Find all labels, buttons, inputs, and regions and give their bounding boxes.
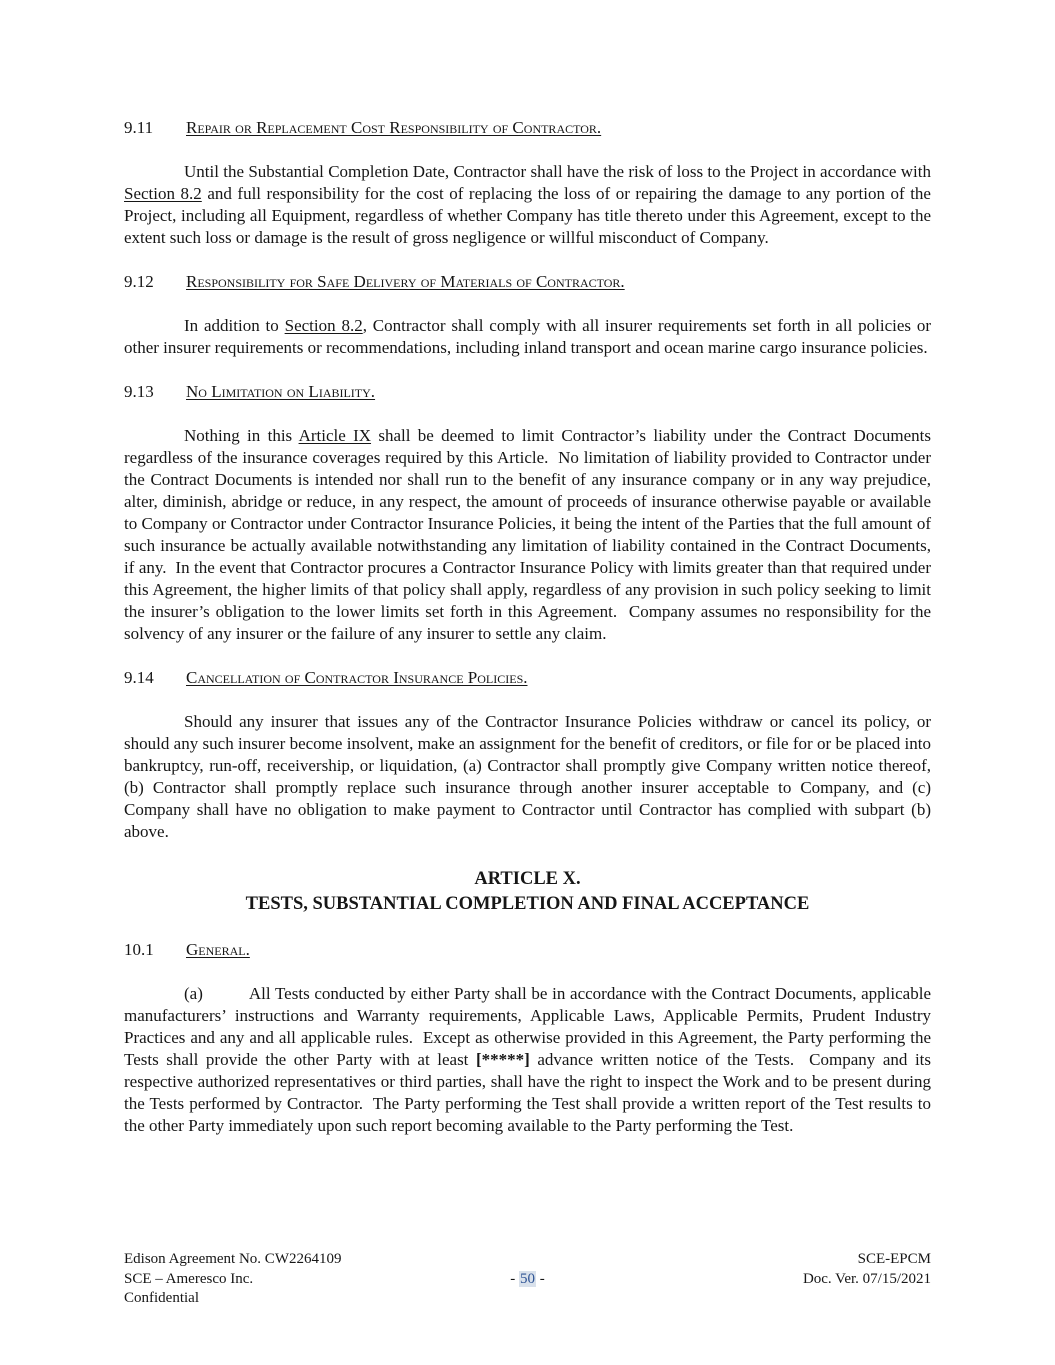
footer-right [545, 1250, 931, 1309]
footer-doc-version: Doc. Ver. 07/15/2021 [802, 1270, 931, 1287]
text-segment-u: Section 8.2 [284, 316, 363, 335]
paragraph-9-14 [124, 711, 931, 843]
page-number [510, 1250, 545, 1309]
section-title: Cancellation of Contractor Insurance Policies. [186, 668, 528, 687]
section-title: Responsibility for Safe Delivery of Materials of Contractor. [186, 272, 625, 291]
text-segment: - [510, 1270, 519, 1287]
footer-agreement-number: Edison Agreement No. CW2264109 [124, 1251, 342, 1267]
paragraph-9-13 [124, 425, 931, 645]
text-segment: advance written notice of the Tests. Company and its respective authorized representatives or third parties, shall have the right to inspect the Work and to be present during the Tests performed by Contractor. The Party performing the Test shall provide a written report of the Test results to the other Party immediately upon such report becoming available to the Party performing the Test. [124, 1050, 932, 1135]
page-footer [124, 1250, 931, 1309]
section-number: 9.12 [124, 272, 154, 291]
text-segment: - [536, 1270, 545, 1287]
section-title: No Limitation on Liability. [186, 382, 376, 401]
text-segment-field: 50 [520, 1270, 535, 1287]
section-number: 9.11 [124, 118, 154, 137]
section-title: Repair or Replacement Cost Responsibility of Contractor. [186, 118, 602, 137]
section-heading-9-13 [124, 381, 931, 403]
text-segment: and full responsibility for the cost of replacing the loss of or repairing the damage to any portion of the Project, including all Equipment, regardless of whether Company has title thereto under this Agreement, except to the extent such loss or damage is the result of gross negligence or willful misconduct of Company. [124, 184, 931, 247]
footer-confidential: Confidential [124, 1290, 199, 1306]
section-heading-9-11 [124, 117, 931, 139]
text-segment: Should any insurer that issues any of the Contractor Insurance Policies withdraw or cancel its policy, or should any such insurer become insolvent, make an assignment for the benefit of creditors, or file for or be placed into bankruptcy, run-off, receivership, or liquidation, (a) Contractor shall promptly give Company written notice thereof, (b) Contractor shall promptly replace such insurance through another insurer acceptable to Company, and (c) Company shall have no obligation to make payment to Contractor until Contractor has complied with subpart (b) above. [124, 712, 931, 841]
text-segment: , Contractor shall comply with all insurer requirements set forth in all policies or other insurer requirements or recommendations, including inland transport and ocean marine cargo insurance policies. [124, 316, 931, 357]
article-title: TESTS, SUBSTANTIAL COMPLETION AND FINAL ACCEPTANCE [245, 894, 810, 914]
section-heading-9-12 [124, 271, 931, 293]
paragraph-9-12 [124, 315, 931, 359]
article-heading [124, 867, 931, 917]
footer-parties: SCE – Ameresco Inc. [124, 1270, 254, 1287]
text-segment: Until the Substantial Completion Date, Contractor shall have the risk of loss to the Project in accordance with [184, 162, 931, 181]
text-segment: Nothing in this [184, 426, 299, 445]
text-segment: In addition to [184, 316, 285, 335]
paragraph-9-11 [124, 161, 931, 249]
section-number: 9.13 [124, 382, 154, 401]
text-segment: (a) [184, 984, 203, 1003]
footer-doc-type: SCE-EPCM [857, 1251, 931, 1267]
footer-left [124, 1250, 510, 1309]
text-segment-u: Section 8.2 [124, 184, 202, 203]
text-segment: shall be deemed to limit Contractor’s liability under the Contract Documents regardless of the insurance coverages required by this Article. No limitation of liability provided to Contractor under the Contract Documents is intended nor shall run to the benefit of any insurance company or in any way prejudice, alter, diminish, abridge or reduce, in any respect, the amount of proceeds of insurance otherwise payable or available to Company or Contractor under Contractor Insurance Policies, it being the intent of the Parties that the full amount of such insurance be actually available notwithstanding any limitation of liability contained in the Contract Documents, if any. In the event that Contractor procures a Contractor Insurance Policy with limits greater than that required under this Agreement, the higher limits of that policy shall apply, regardless of any provision in such policy seeking to limit the insurer’s obligation to the lower limits set forth in this Agreement. Company assumes no responsibility for the solvency of any insurer or the failure of any insurer to settle any claim. [124, 426, 931, 643]
section-number: 10.1 [124, 940, 154, 959]
section-title: General. [186, 940, 250, 959]
section-heading-10-1 [124, 939, 931, 961]
text-segment-u: Article IX [298, 426, 372, 445]
text-segment: All Tests conducted by either Party shall be in accordance with the Contract Documents, applicable manufacturers’ instructions and Warranty requirements, Applicable Laws, Applicable Permits, Prudent Industry Practices and any and all applicable rules. Except as otherwise provided in this Agreement, the Party performing the Tests shall provide the other Party with at least [124, 984, 931, 1069]
section-number: 9.14 [124, 668, 154, 687]
text-segment-b: [*****] [475, 1050, 530, 1069]
paragraph-10-1-a [124, 983, 931, 1137]
article-number: ARTICLE X. [474, 869, 581, 889]
section-heading-9-14 [124, 667, 931, 689]
